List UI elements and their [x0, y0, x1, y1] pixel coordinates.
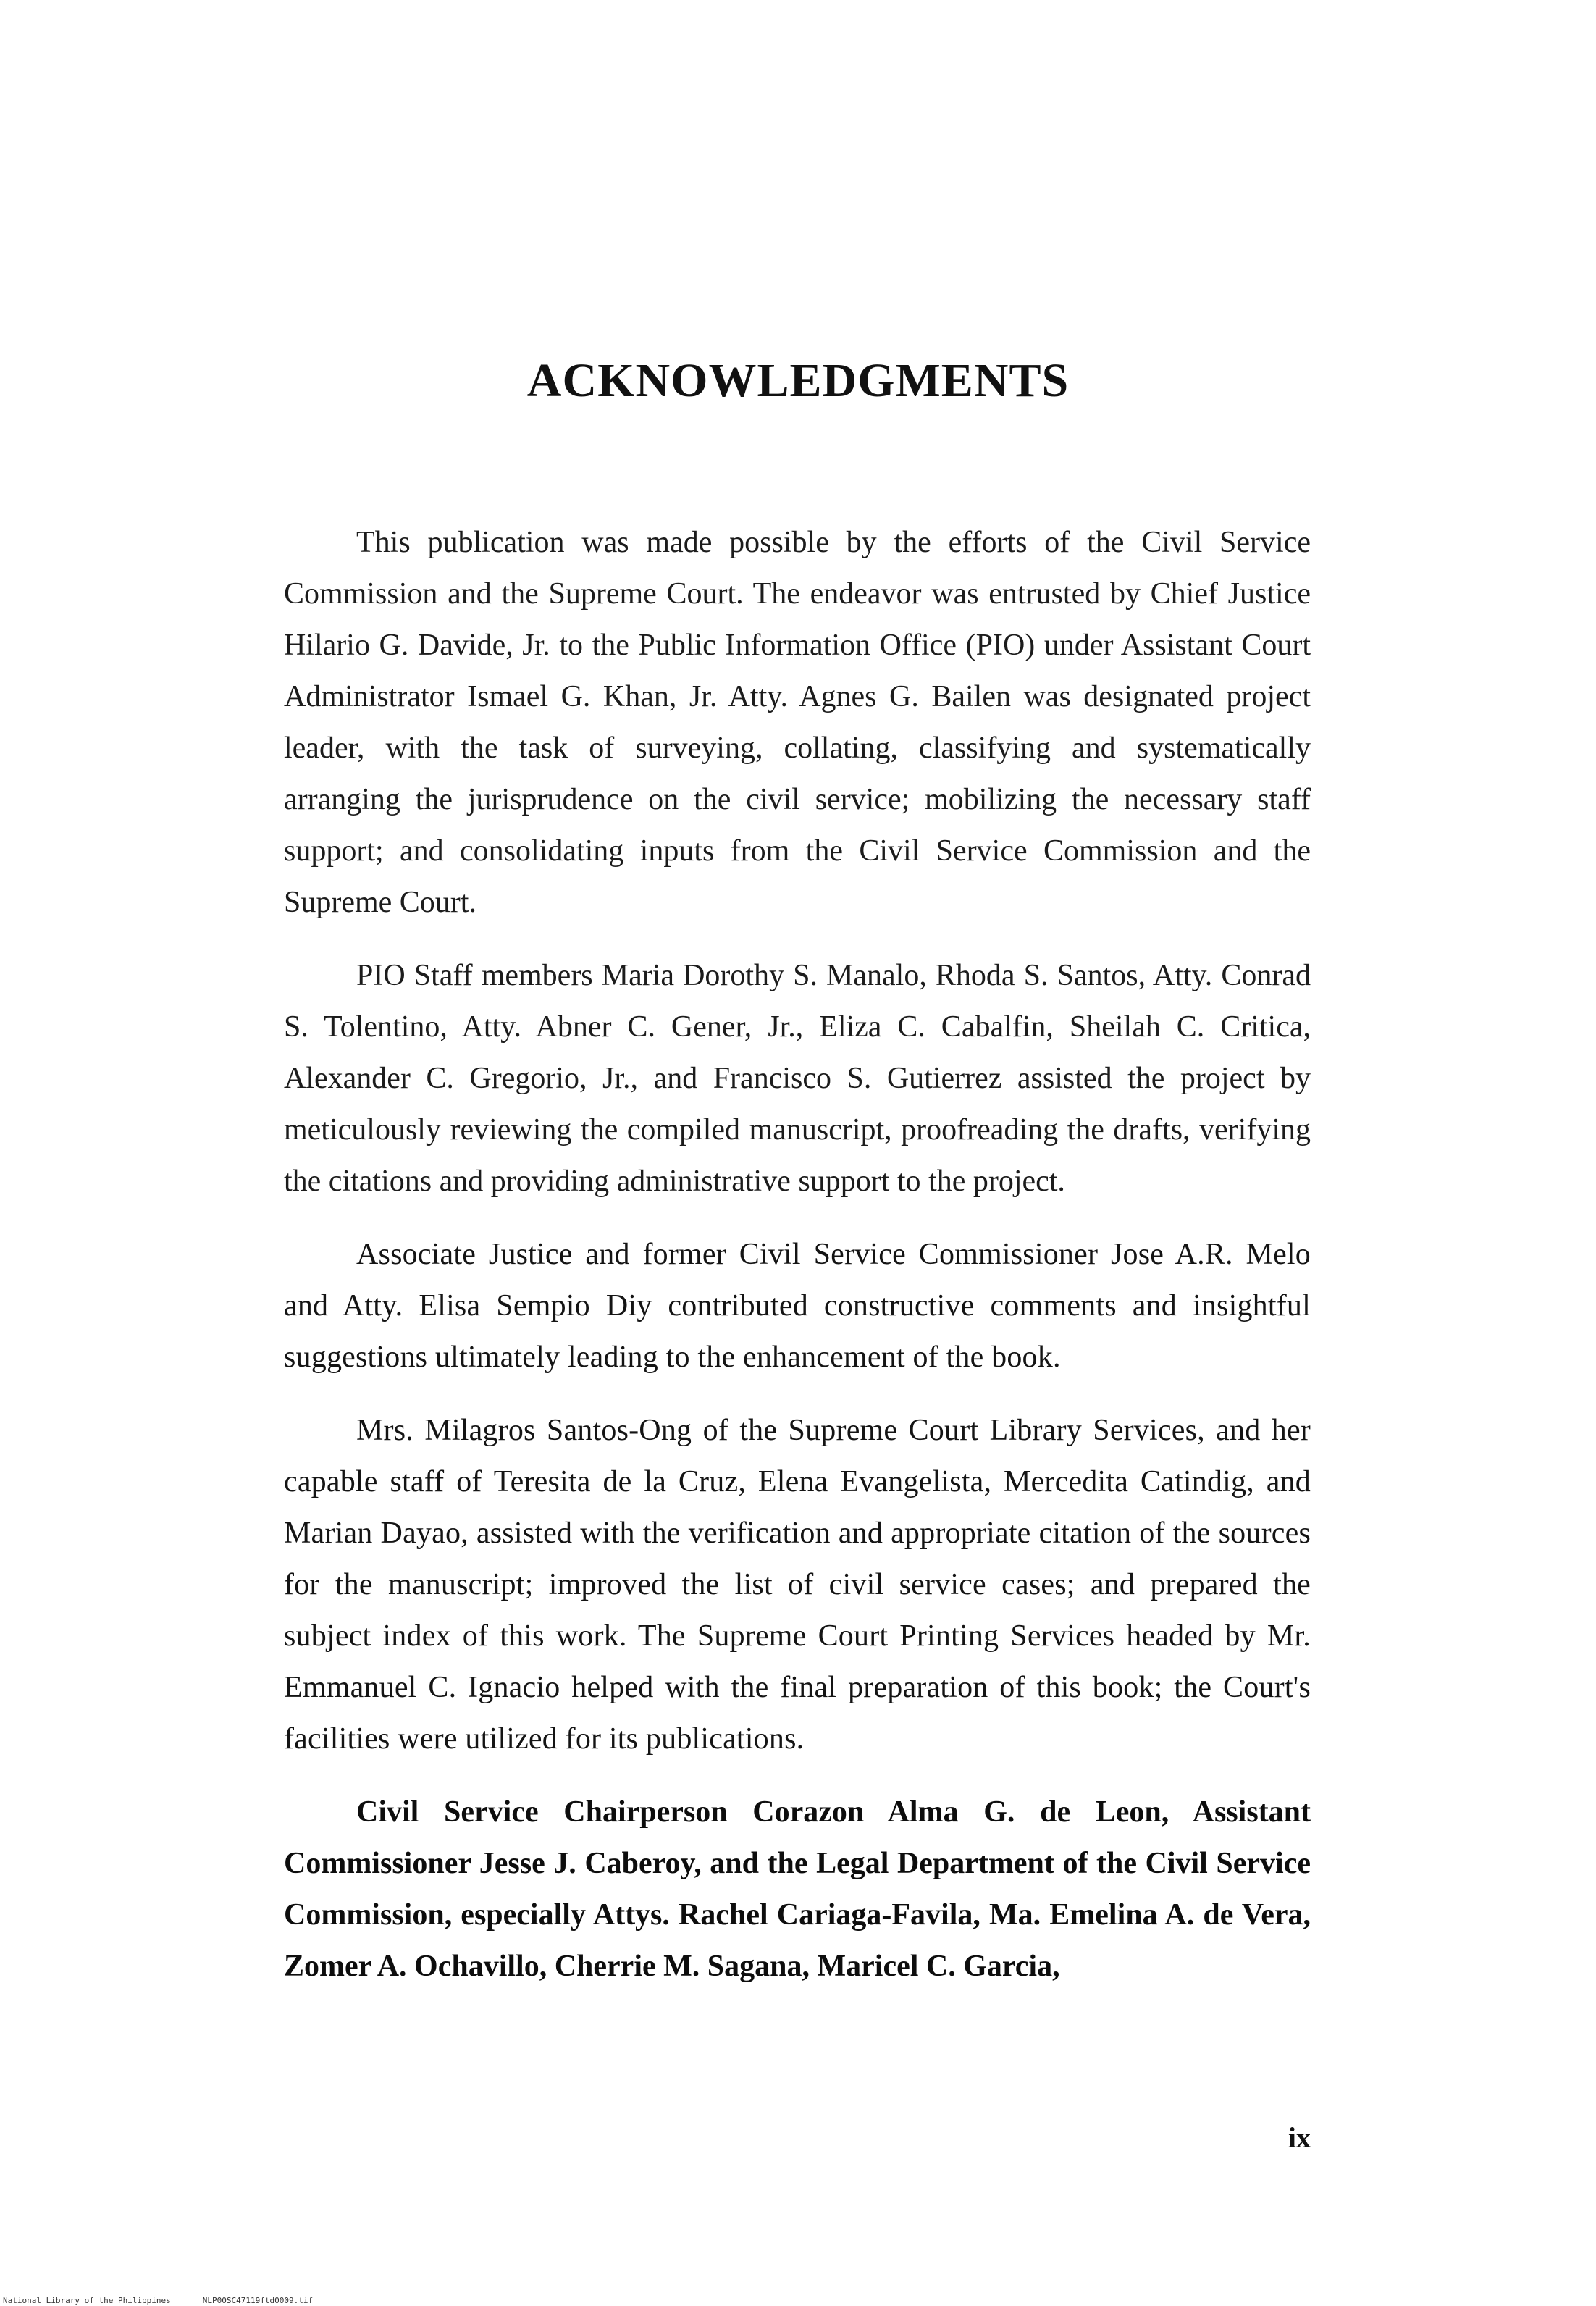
- footer-filename: NLP00SC47119ftd0009.tif: [202, 2296, 314, 2305]
- paragraph-3: Associate Justice and former Civil Service Commissioner Jose A.R. Melo and Atty. Elisa Sempio Diy contributed constructive comments and insightful suggestions ultimately leading to the enhancement of the book.: [284, 1238, 1311, 1374]
- paragraph-5: Civil Service Chairperson Corazon Alma G. de Leon, Assistant Commissioner Jesse J. Caberoy, and the Legal Department of the Civil Service Commission, especially Attys. Rachel Cariaga-Favila, Ma. Emelina A. de Vera, Zomer A. Ochavillo, Cherrie M. Sagana, Maricel C. Garcia,: [284, 1795, 1311, 1983]
- page-number: ix: [1288, 2121, 1311, 2154]
- paragraph-4: Mrs. Milagros Santos-Ong of the Supreme Court Library Services, and her capable staff of Teresita de la Cruz, Elena Evangelista, Mercedita Catindig, and Marian Dayao, assisted with the verification and appropriate citation of the sources for the manuscript; improved the list of civil service cases; and prepared the subject index of this work. The Supreme Court Printing Services headed by Mr. Emmanuel C. Ignacio helped with the final preparation of this book; the Court's facilities were utilized for its publications.: [284, 1414, 1311, 1756]
- page-title: ACKNOWLEDGMENTS: [526, 354, 1070, 407]
- paragraph-1: This publication was made possible by the efforts of the Civil Service Commission and the Supreme Court. The endeavor was entrusted by Chief Justice Hilario G. Davide, Jr. to the Public Information Office (PIO) under Assistant Court Administrator Ismael G. Khan, Jr. Atty. Agnes G. Bailen was designated project leader, with the task of surveying, collating, classifying and systematically arranging the jurisprudence on the civil service; mobilizing the necessary staff support; and consolidating inputs from the Civil Service Commission and the Supreme Court.: [284, 526, 1311, 919]
- scan-footer: [3, 2296, 313, 2305]
- footer-library-name: National Library of the Philippines: [3, 2296, 171, 2305]
- paragraph-2: PIO Staff members Maria Dorothy S. Manalo, Rhoda S. Santos, Atty. Conrad S. Tolentino, Atty. Abner C. Gener, Jr., Eliza C. Cabalfin, Sheilah C. Critica, Alexander C. Gregorio, Jr., and Francisco S. Gutierrez assisted the project by meticulously reviewing the compiled manuscript, proofreading the drafts, verifying the citations and providing administrative support to the project.: [284, 959, 1311, 1198]
- acknowledgments-body: [284, 517, 1311, 2014]
